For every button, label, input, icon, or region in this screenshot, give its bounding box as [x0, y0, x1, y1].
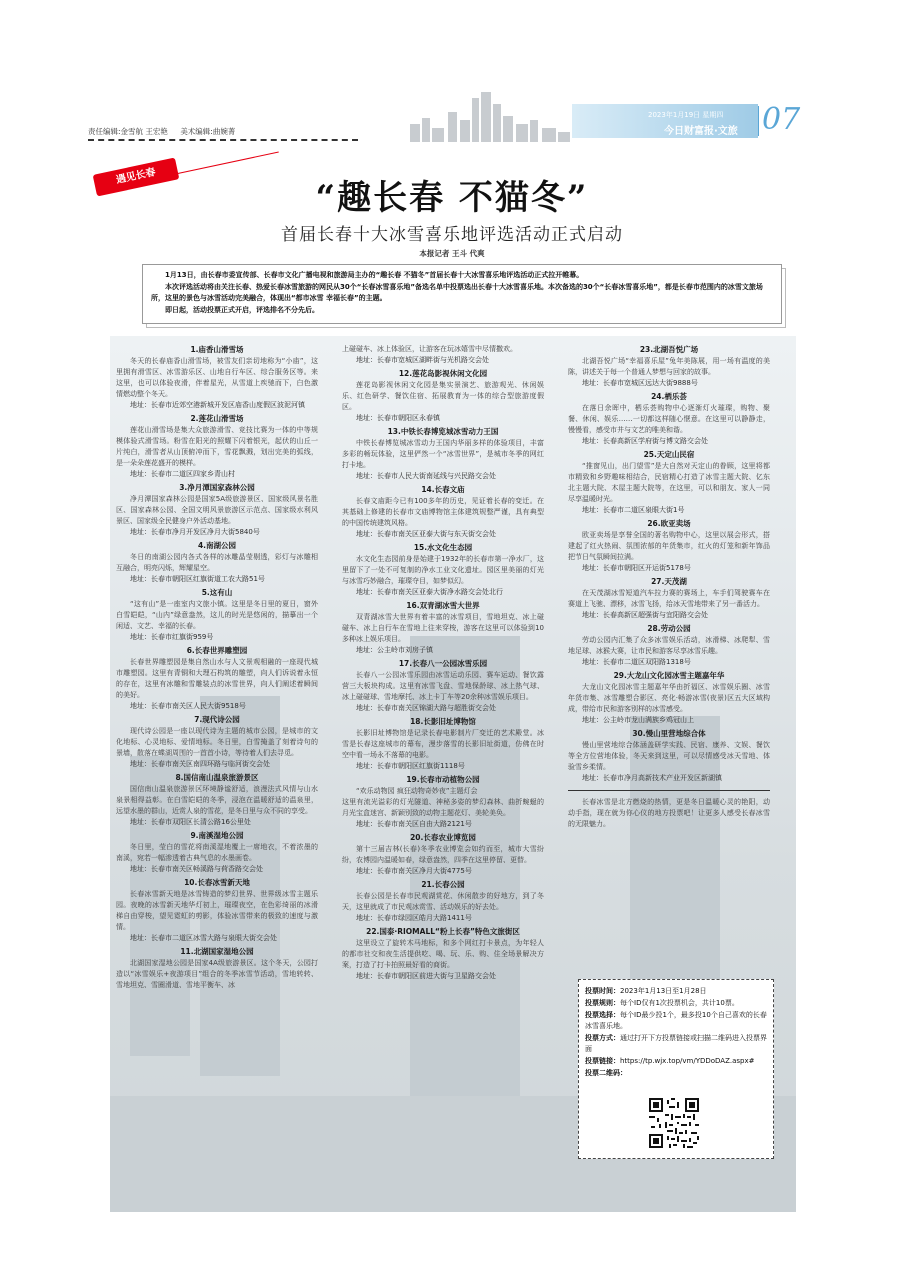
- item-body: 长春文庙距今已有100多年的历史，见证着长春的变迁。在其基础上修建的长春市文庙博物馆主体建筑规整严谨，具有典型的中国传统建筑风格。: [342, 497, 544, 527]
- list-item: [116, 946, 318, 991]
- item-title: 22.国泰·RIOMALL“粉上长春”特色文旅街区: [366, 927, 520, 936]
- item-title: 2.莲花山滑雪场: [190, 414, 244, 423]
- item-title: 24.栖乐荟: [651, 392, 687, 401]
- header-separator: [758, 106, 759, 136]
- item-body: 莲花山滑雪场是集大众旅游滑雪、竞技比赛为一体的中等规模体验式滑雪场。粉雪在阳光的照耀下闪着银光，起伏的山丘一片纯白，滑雪者从山顶俯冲而下，雪花飘溅，划出完美的弧线，是一朵朵莲花盛开的模样。: [116, 426, 318, 467]
- item-title: 29.大龙山文化园冰雪主题嘉年华: [613, 671, 725, 680]
- sub-title: 首届长春十大冰雪喜乐地评选活动正式启动: [281, 225, 623, 245]
- art-editor-credit: 美术编辑:曲婉菁: [180, 127, 236, 136]
- item-address: 地址：公主岭市龙山满族乡鸡冠山上: [582, 716, 694, 724]
- article-column-1: [116, 344, 318, 993]
- item-body: 莲花岛影视休闲文化园是集实景演艺、旅游观光、休闲娱乐、红色研学、餐饮住宿、拓展教育为一体的综合型旅游度假区。: [342, 381, 544, 411]
- item-address: 地址：长春市南关区畅溪路与荷香路交会处: [130, 865, 263, 873]
- list-item: [568, 623, 770, 668]
- list-item: [568, 449, 770, 516]
- list-item: [568, 670, 770, 726]
- vote-time-label: 投票时间：: [585, 987, 620, 995]
- item-address: 地址：长春市近郊空港新城开发区庙香山度假区波泥河镇: [130, 401, 305, 409]
- item-title: 28.劳动公园: [647, 624, 691, 633]
- list-item: [342, 716, 544, 772]
- item-body: 长影旧址博物馆是记录长春电影制片厂变迁的艺术殿堂。冰雪是长春这座城市的幕布，漫步落雪的长影旧址街道，仿佛在时空中看一场永不落幕的电影。: [342, 729, 544, 759]
- page-number: 07: [762, 102, 801, 137]
- list-item: [342, 658, 544, 714]
- vote-select-value: 每个ID最少投1个，最多投10个自己喜欢的长春冰雪喜乐地。: [585, 1011, 767, 1030]
- lead-paragraph-box: [142, 264, 782, 324]
- item-body: 慢山里营地综合体涵盖研学实践、民宿、康养、文娱、餐饮等全方位营地体验，冬天来到这里，可以尽情感受冰天雪地、体验雪乡柔情。: [568, 741, 770, 771]
- item-address: 地址：长春市南关区人民大街9518号: [130, 702, 246, 710]
- list-item: [116, 540, 318, 585]
- list-item: [116, 482, 318, 538]
- list-item: [568, 518, 770, 574]
- item-address: 地址：长春市双阳区长清公路16公里处: [130, 818, 251, 826]
- list-item: [116, 830, 318, 875]
- item-body: “欢乐动物园 疯狂动物奇妙夜”主题灯会 这里有流光溢彩的灯光隧道、神秘多姿的梦幻森林、曲折蜿蜒的月光宝盒迷宫、新颖别致的动物主题花灯、美轮美奂。: [342, 787, 544, 817]
- list-item: [342, 484, 544, 540]
- item-address: 地址：长春市红旗街959号: [130, 633, 214, 641]
- list-item: [342, 344, 544, 366]
- item-title: 12.莲花岛影视休闲文化园: [398, 369, 488, 378]
- list-item: [568, 728, 770, 784]
- item-address: 地址：长春市南关区锦湖大路与超胜街交会处: [356, 704, 496, 712]
- item-body: 北湖吾悦广场“幸福喜乐屋”兔年美陈展，用一场有温度的美陈，讲述关于每一个普通人梦想与回家的故事。: [568, 357, 770, 376]
- voting-info-box: [578, 979, 774, 1159]
- item-address: 地址：长春市人民大街南延线与兴民路交会处: [356, 472, 496, 480]
- byline: 本报记者 王斗 代爽: [419, 249, 485, 258]
- item-title: 9.南溪湿地公园: [190, 831, 244, 840]
- item-title: 21.长春公园: [421, 880, 465, 889]
- item-title: 3.净月潭国家森林公园: [179, 483, 255, 492]
- list-item: [342, 774, 544, 830]
- item-title: 19.长春市动植物公园: [406, 775, 480, 784]
- item-address: 地址：公主岭市刘房子镇: [356, 646, 433, 654]
- list-item: [568, 576, 770, 621]
- item-body: 长春公园是长春市民观湖赏花、休闲散步的好地方，到了冬天，这里就成了市民观冰赏雪、活动娱乐的好去处。: [342, 892, 544, 911]
- list-item: [116, 645, 318, 712]
- list-item: [342, 426, 544, 482]
- item-title: 6.长春世界雕塑园: [186, 646, 248, 655]
- lead-paragraph: 1月13日，由长春市委宣传部、长春市文化广播电视和旅游局主办的“趣长春 不猫冬”首届长春十大冰雪喜乐地评选活动正式拉开帷幕。: [165, 271, 584, 279]
- item-address: 地址：长春市南关区亚泰大街净水路交会处北行: [356, 588, 503, 596]
- vote-rule-value: 每个ID仅有1次投票机会，共计10票。: [620, 999, 739, 1007]
- item-title: 27.天茂湖: [651, 577, 687, 586]
- vote-rule: [585, 998, 767, 1009]
- list-item: [116, 877, 318, 944]
- qr-code-icon[interactable]: [649, 1098, 699, 1148]
- item-title: 8.国信南山温泉旅游景区: [175, 773, 259, 782]
- item-body: “推窗见山，出门望雪”是大自然对天定山的眷顾，这里将都市精致和乡野趣味相结合，民宿精心打造了冰雪主题大院、亿东北主题大院、木屋主题大院等，在这里，可以和朋友、家人一同尽享温暖时光。: [568, 462, 770, 503]
- item-title: 23.北湖吾悦广场: [639, 345, 699, 354]
- vote-link-url[interactable]: https://tp.wjx.top/vm/YDDoDAZ.aspx#: [620, 1057, 755, 1065]
- vote-qr: [585, 1068, 767, 1079]
- item-body: 长春冰雪新天地是冰雪铸造的梦幻世界、世界级冰雪主题乐园。夜晚的冰雪新天地华灯初上，璀璨夜空，在色彩绮丽的冰滑梯自由穿梭，望见霓虹的剪影，体验冰雪带来的极致的速度与激情。: [116, 890, 318, 931]
- item-address: 地址：长春市宽城区远达大街9888号: [582, 379, 698, 387]
- item-body: 大龙山文化园冰雪主题嘉年华由折福区、冰雪娱乐圈、冰雪年货市集、冰雪雕塑合影区、亮化·畅游冰雪(夜景)区五大区域构成，带给市民和游客别样的冰雪感受。: [568, 683, 770, 713]
- item-address: 地址：长春市南关区南四环路与临河街交会处: [130, 760, 270, 768]
- item-body: 长春八一公园冰雪乐园由冰雪运动乐园、赛车运动、餐饮露营三大板块构成。这里有冰雪飞盘、雪地保龄球、冰上热气球、冰上碰碰球、雪地摩托、冰上卡丁车等20余种冰雪娱乐项目。: [342, 671, 544, 701]
- issue-date: 2023年1月19日 星期四: [648, 111, 724, 119]
- lead-paragraph: 即日起，活动投票正式开启，评选排名不分先后。: [165, 305, 319, 314]
- header-dashed-rule: [88, 139, 358, 141]
- item-title: 4.南湖公园: [197, 541, 237, 550]
- item-address: 地址：长春市净月高新技术产业开发区新湖镇: [582, 774, 722, 782]
- item-title: 14.长春文庙: [421, 485, 465, 494]
- item-body: 上碰碰车、冰上体验区，让游客在玩冰嬉雪中尽情撒欢。: [342, 345, 517, 353]
- vote-time: [585, 986, 767, 997]
- newspaper-page: [72, 72, 832, 1212]
- vote-select-label: 投票选择：: [585, 1011, 620, 1019]
- list-item: [116, 587, 318, 643]
- closing-divider: [568, 790, 770, 791]
- item-title: 20.长春农业博览园: [410, 833, 476, 842]
- item-title: 10.长春冰雪新天地: [184, 878, 250, 887]
- item-address: 地址：长春市南关区净月大街4775号: [356, 867, 472, 875]
- item-title: 7.现代诗公园: [194, 715, 240, 724]
- item-body: 在天茂湖冰雪短道汽车拉力赛的赛场上，车手们驾驶赛车在赛道上飞驰、漂移，冰雪飞扬，给冰天雪地带来了另一番活力。: [568, 589, 770, 608]
- lead-paragraph: 本次评选活动将由关注长春、热爱长春冰雪旅游的网民从30个“长春冰雪喜乐地”备选名单中投票选出长春十大冰雪喜乐地。本次备选的30个“长春冰雪喜乐地”，都是长春市范围内的冰雪文旅场所，这里的景色与冰雪活动完美融合，体现出“都市冰雪 幸福长春”的主题。: [151, 282, 763, 302]
- item-title: 11.北湖国家湿地公园: [180, 947, 254, 956]
- vote-method-label: 投票方式：: [585, 1034, 620, 1042]
- list-item: [116, 344, 318, 411]
- vote-link: [585, 1056, 767, 1067]
- list-item: [568, 344, 770, 389]
- vote-qr-label: 投票二维码：: [585, 1069, 627, 1077]
- item-title: 25.天定山民宿: [643, 450, 695, 459]
- list-item: [342, 600, 544, 656]
- article-column-2: [342, 344, 544, 984]
- item-address: 地址：长春市二道区双阳路1318号: [582, 658, 691, 666]
- item-address: 地址：长春市绿园区皓月大路1411号: [356, 914, 472, 922]
- item-address: 地址：长春市南关区亚泰大街与东天街交会处: [356, 530, 496, 538]
- list-item: [116, 413, 318, 480]
- item-body: 长春世界雕塑园是集自然山水与人文景观相融的一座现代城市雕塑园。这里有青铜和大理石构筑的雕塑，向人们诉说着永恒的存在，这里有冰雕和雪雕装点的冰雪世界，向人们阐述着瞬间的美好。: [116, 658, 318, 699]
- main-title: “趣长春 不猫冬”: [315, 178, 589, 218]
- item-body: 国信南山温泉旅游景区环境静谧舒适，浪漫法式风情与山水泉景相得益彰。在白雪皑皑的冬季，浸泡在温暖舒适的温泉里，远望水墨的群山，近赏人泉的雪花，是冬日里与众不同的享受。: [116, 785, 318, 815]
- item-address: 地址：长春市朝阳区永春镇: [356, 414, 440, 422]
- item-body: 净月潭国家森林公园是国家5A级旅游景区、国家级风景名胜区、国家森林公园、全国文明风景旅游区示范点、国家级水利风景区、国家级全民健身户外活动基地。: [116, 495, 318, 525]
- item-body: 第十三届吉林(长春)冬季农业博览会如约而至，城市大雪纷纷，农博园内温暖如春，绿意盎然，四季在这里停留、更替。: [342, 845, 544, 864]
- item-address: 地址：长春市朝阳区红旗街1118号: [356, 762, 465, 770]
- item-body: 劳动公园内汇集了众多冰雪娱乐活动，冰滑梯、冰爬犁、雪地足球、冰猴大赛，让市民和游客尽享冰雪乐趣。: [568, 636, 770, 655]
- paper-name: 今日财富报·文旅: [664, 126, 738, 137]
- vote-time-value: 2023年1月13日至1月28日: [620, 987, 707, 995]
- item-title: 26.欧亚卖场: [647, 519, 691, 528]
- item-body: 水文化生态园前身是始建于1932年的长春市第一净水厂，这里留下了一处不可复制的净水工业文化遗址。园区里美丽的灯光与冰雪巧妙融合，璀璨夺目，如梦似幻。: [342, 555, 544, 585]
- list-item: [342, 368, 544, 424]
- item-body: 北湖国家湿地公园是国家4A级旅游景区。这个冬天，公园打造以“冰雪娱乐+夜游项目”组合的冬季冰雪节活动，雪地转转、雪地坦克、雪圈滑道、雪地平衡车、冰: [116, 959, 318, 989]
- vote-method: [585, 1033, 767, 1055]
- list-item: [568, 391, 770, 447]
- item-body: “这有山”是一座室内文旅小镇。这里是冬日里的夏日，窗外白雪皑皑，“山内”绿意盎然，这儿的时光是悠闲的，描摹出一个闲适、文艺、幸福的长春。: [116, 600, 318, 630]
- item-address: 地址：长春市净月开发区净月大街5840号: [130, 528, 260, 536]
- item-address: 地址：长春市二道区冰雪大路与泉眼大街交会处: [130, 934, 277, 942]
- item-title: 30.慢山里营地综合体: [632, 729, 706, 738]
- item-body: 双青湖冰雪大世界有着丰富的冰雪项目，雪地坦克、冰上碰碰车、冰上自行车在雪地上往来穿梭，游客在这里可以体验到10多种冰上娱乐项目。: [342, 613, 544, 643]
- editor-credit: 责任编辑:金雪航 王宏艳: [88, 127, 168, 136]
- section-badge: 遇见长春: [93, 158, 180, 197]
- item-address: 地址：长春市二道区泉眼大街1号: [582, 506, 685, 514]
- item-address: 地址：长春市宽城区湖畔街与光机路交会处: [356, 356, 489, 364]
- item-address: 地址：长春市二道区四家乡青山村: [130, 470, 235, 478]
- item-body: 中铁长春博览城冰雪动力王国内华丽多样的体验项目，丰富多彩的畅玩体验，这里俨然一个“冰雪世界”，是城市冬季的网红打卡地。: [342, 439, 544, 469]
- item-title: 15.水文化生态园: [413, 543, 473, 552]
- item-title: 1.庙香山滑雪场: [190, 345, 244, 354]
- vote-select: [585, 1010, 767, 1032]
- item-body: 冬日的南湖公园内各式各样的冰雕晶莹剔透，彩灯与冰雕相互融合，明亮闪烁，辉耀星空。: [116, 553, 318, 572]
- list-item: [342, 542, 544, 598]
- item-title: 13.中铁长春博览城冰雪动力王国: [387, 427, 499, 436]
- editors-line: [88, 126, 245, 137]
- item-address: 地址：长春市朝阳区红旗街道工农大路51号: [130, 575, 265, 583]
- page-header: [72, 72, 832, 144]
- item-address: 地址：长春市南关区自由大路2121号: [356, 820, 472, 828]
- item-title: 18.长影旧址博物馆: [410, 717, 476, 726]
- item-body: 欧亚卖场是享誉全国的著名购物中心，这里以展会形式，搭建起了红火热闹、氛围浓郁的年货集市，红火的灯笼和新年饰品把节日气氛瞬间拉满。: [568, 531, 770, 561]
- item-body: 冬日里，莹白的雪花将南溪湿地覆上一席地衣，不着浓墨的南溪，宛若一幅渗透着古典气息的水墨画卷。: [116, 843, 318, 862]
- item-body: 这里设立了旋转木马地标，和多个网红打卡景点，为年轻人的都市社交和夜生活提供吃、喝、玩、乐、购、住全场景解决方案，打造了打卡拍照最好看的商街。: [342, 939, 544, 969]
- list-item: [116, 714, 318, 770]
- article-column-3: [568, 344, 770, 830]
- list-item: [342, 832, 544, 877]
- city-skyline-graphic: [402, 90, 572, 142]
- list-item: [342, 879, 544, 924]
- list-item: [116, 772, 318, 828]
- vote-method-value: 通过打开下方投票链接或扫描二维码进入投票界面: [585, 1034, 767, 1053]
- item-body: 在落日余晖中，栖乐荟购物中心逐渐灯火璀璨，购物、聚餐、休闲、娱乐……一切都这样随心惬意。在这里可以静静走，慢慢看，感受市井与文艺的唯美和谐。: [568, 404, 770, 434]
- item-address: 地址：长春高新区超强街与宜阳路交会处: [582, 611, 708, 619]
- item-address: 地址：长春市朝阳区开运街5178号: [582, 564, 691, 572]
- item-title: 16.双青湖冰雪大世界: [406, 601, 480, 610]
- item-body: 冬天的长春庙香山滑雪场，被雪友们亲切地称为“小庙”，这里拥有滑雪区、冰雪游乐区、山地自行车区、综合服务区等。来这里，也可以体验夜滑，伴着星光，从雪道上疾驰而下，白色激情燃动整个冬天。: [116, 357, 318, 398]
- item-address: 地址：长春高新区学府街与博文路交会处: [582, 437, 708, 445]
- list-item: [342, 926, 544, 982]
- item-address: 地址：长春市朝阳区前进大街与卫星路交会处: [356, 972, 496, 980]
- vote-rule-label: 投票规则：: [585, 999, 620, 1007]
- item-body: 现代诗公园是一座以现代诗为主题的城市公园，是城市的文化地标、心灵地标、爱情地标。冬日里，白雪掩盖了刻着诗句的景墙，散落在蝶湖周围的一首首小诗，等待着人们去寻觅。: [116, 727, 318, 757]
- vote-link-label: 投票链接：: [585, 1057, 620, 1065]
- item-title: 5.这有山: [201, 588, 233, 597]
- closing-paragraph: 长春冰雪是北方燃烧的热情，更是冬日温暖心灵的艳阳，动动手指，现在就为你心仪的地方投票吧！让更多人感受长春冰雪的无限魅力。: [568, 798, 770, 828]
- item-title: 17.长春八一公园冰雪乐园: [398, 659, 488, 668]
